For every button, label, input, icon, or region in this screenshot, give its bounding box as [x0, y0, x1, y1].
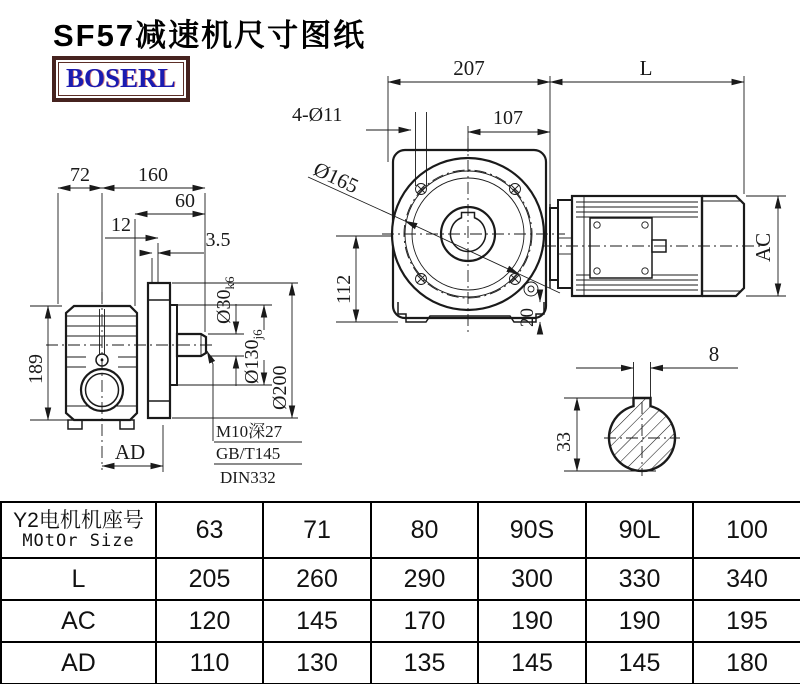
- column-header: 100: [693, 502, 800, 558]
- table-cell: 205: [156, 558, 263, 600]
- motor: [544, 196, 762, 296]
- dim-112: 112: [333, 274, 355, 304]
- table-cell: 300: [478, 558, 586, 600]
- note-tap: M10深27: [216, 422, 283, 441]
- column-header: 63: [156, 502, 263, 558]
- note-din: DIN332: [220, 468, 276, 487]
- shaft-dia: Ø30: [213, 289, 235, 324]
- shaft-section: [553, 342, 738, 476]
- table-cell: 330: [586, 558, 693, 600]
- table-cell: 120: [156, 600, 263, 642]
- dim-207: 207: [453, 56, 485, 80]
- table-cell: 340: [693, 558, 800, 600]
- dim-3-5: 3.5: [205, 229, 231, 251]
- front-view: [382, 138, 565, 336]
- dimension-table: [0, 501, 800, 684]
- dim-60: 60: [175, 190, 195, 212]
- note-gb: GB/T145: [216, 444, 281, 463]
- table-row-L: [1, 558, 800, 600]
- spigot-tolerance: j6: [250, 329, 265, 340]
- motor-size-header: [1, 502, 156, 558]
- dim-12: 12: [111, 214, 131, 236]
- table-cell: 180: [693, 642, 800, 684]
- table-cell: 145: [263, 600, 371, 642]
- dim-key-width: 8: [708, 342, 720, 366]
- dim-ac: AC: [751, 232, 775, 262]
- table-cell: 190: [586, 600, 693, 642]
- table-cell: 145: [478, 642, 586, 684]
- dim-107: 107: [493, 107, 523, 129]
- dim-bolt-holes: 4-Ø11: [292, 104, 343, 126]
- row-label: L: [1, 558, 156, 600]
- table-cell: 190: [478, 600, 586, 642]
- dim-20: 20: [517, 308, 538, 327]
- table-cell: 260: [263, 558, 371, 600]
- column-header: 90L: [586, 502, 693, 558]
- spigot-dia: Ø130: [241, 339, 263, 384]
- row-label: AC: [1, 600, 156, 642]
- table-cell: 130: [263, 642, 371, 684]
- header-cn: Y2电机机座号: [13, 509, 144, 533]
- table-cell: 170: [371, 600, 478, 642]
- page-title: SF57减速机尺寸图纸: [53, 18, 367, 53]
- shaft-tolerance: k6: [222, 276, 237, 290]
- row-label: AD: [1, 642, 156, 684]
- table-row-AD: [1, 642, 800, 684]
- header-en: MOtOr Size: [22, 531, 135, 552]
- dim-L: L: [639, 56, 653, 80]
- column-header: 90S: [478, 502, 586, 558]
- table-cell: 195: [693, 600, 800, 642]
- dim-189: 189: [25, 354, 47, 384]
- column-header: 80: [371, 502, 478, 558]
- dim-bolt-circle: Ø165: [309, 156, 363, 199]
- dim-ad: AD: [114, 440, 146, 464]
- dim-160: 160: [138, 164, 168, 186]
- table-cell: 135: [371, 642, 478, 684]
- table-row-AC: [1, 600, 800, 642]
- dim-key-height: 33: [553, 432, 575, 452]
- table-cell: 290: [371, 558, 478, 600]
- table-cell: 110: [156, 642, 263, 684]
- table-header-row: [1, 502, 800, 558]
- table-cell: 145: [586, 642, 693, 684]
- brand-logo: BOSERL: [52, 56, 190, 102]
- column-header: 71: [263, 502, 371, 558]
- dim-72: 72: [70, 164, 90, 186]
- dim-flange-dia: Ø200: [269, 365, 291, 410]
- dim-spigot-dia: [241, 329, 265, 384]
- front-view-dimensions: [292, 56, 786, 330]
